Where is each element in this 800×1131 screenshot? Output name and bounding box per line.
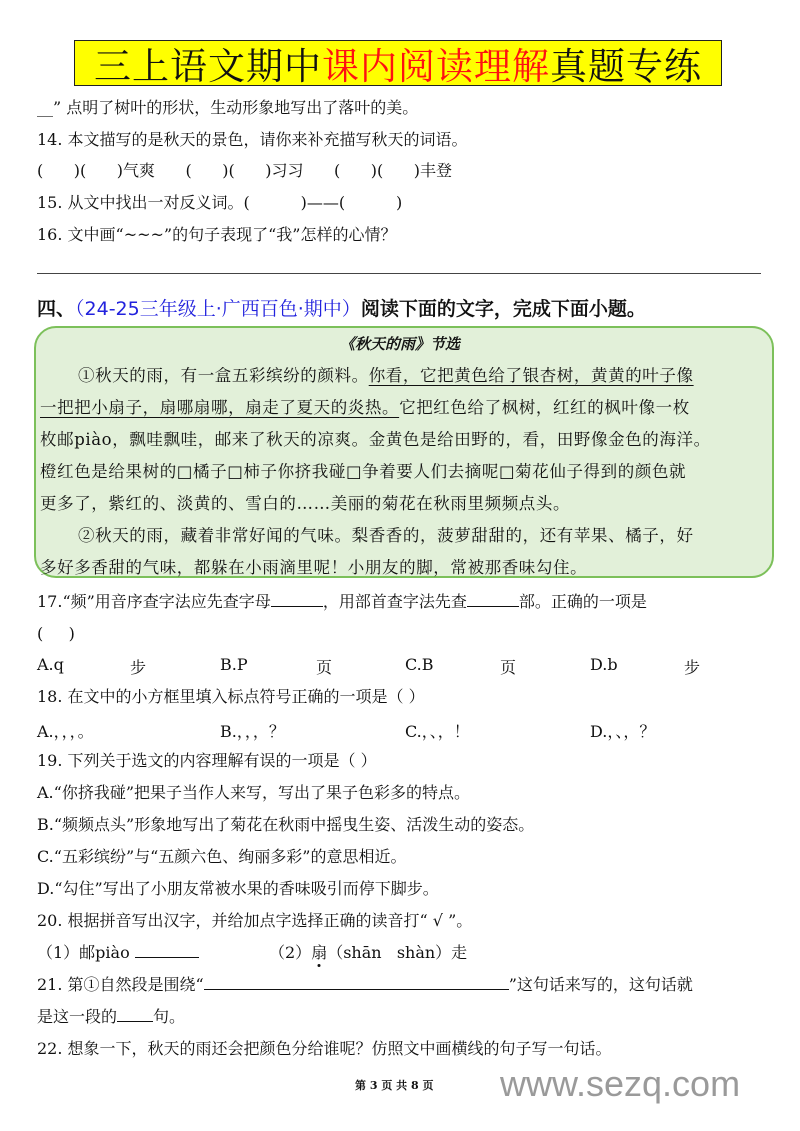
q17-option-d-value: 步 [684,658,701,677]
q21-part2: ”这句话来写的，这句话就 [508,975,693,994]
q14-stem: 14. 本文描写的是秋天的景色，请你来补充描写秋天的词语。 [37,130,468,149]
q19-option-d[interactable]: D.“勾住”写出了小朋友常被水果的香味吸引而停下脚步。 [37,879,439,898]
page-banner-title [74,40,722,86]
passage-line-5: 更多了，紫红的、淡黄的、雪白的……美丽的菊花在秋雨里频频点头。 [40,494,571,513]
section-number: 四、 [37,298,76,320]
section-source: （24-25三年级上·广西百色·期中） [75,298,361,320]
passage-line-6: ②秋天的雨，藏着非常好闻的气味。梨香香的，菠萝甜甜的，还有苹果、橘子，好 [78,526,694,545]
passage-title: 《秋天的雨》节选 [339,335,460,353]
q17-option-c-value: 页 [500,658,517,677]
q17-option-d[interactable] [590,655,618,674]
q17-part3: 部。正确的一项是 [518,592,647,611]
banner-part3: 真题专练 [550,45,702,88]
passage-line-4: 橙红色是给果树的□橘子□柿子你挤我碰□争着要人们去摘呢□菊花仙子得到的颜色就 [40,462,687,481]
q17-blank-letter[interactable] [271,592,323,607]
option-label: A.q [37,655,64,674]
page-number: 第 3 页 共 8 页 [355,1079,434,1092]
q18-option-b[interactable]: B.，，，？ [220,722,285,741]
q21-part1: 21. 第①自然段是围绕“ [37,975,204,994]
q18-option-c[interactable]: C.，、，！ [405,722,470,741]
q19-option-b[interactable]: B.“频频点头”形象地写出了菊花在秋雨中摇曳生姿、活泼生动的姿态。 [37,815,535,834]
q14-fill: ( )( )气爽 ( )( )习习 ( )( )丰登 [37,161,453,180]
option-label: C.B [405,655,434,674]
q19-option-c[interactable]: C.“五彩缤纷”与“五颜六色、绚丽多彩”的意思相近。 [37,847,407,866]
q17-answer-paren[interactable]: ( ) [37,624,75,643]
passage-line-7: 多好多香甜的气味，都躲在小雨滴里呢！小朋友的脚，常被那香味勾住。 [40,558,588,577]
q20-item2-choices[interactable]: （shān shàn）走 [327,943,468,962]
q20-stem: 20. 根据拼音写出汉字，并给加点字选择正确的读音打“ √ ”。 [37,911,473,930]
q15-stem: 15. 从文中找出一对反义词。( )——( ) [37,193,403,212]
q21-blank-sentence[interactable] [204,975,509,990]
passage-line-2 [40,398,690,418]
q21-line2 [37,1007,185,1027]
q17-blank-radical[interactable] [467,592,519,607]
q17-option-c[interactable] [405,655,434,674]
underlined-sentence: 一把把小扇子，扇哪扇哪，扇走了夏天的炎热。 [40,398,400,417]
option-label: B.P [220,655,248,674]
q17-part1: 17.“频”用音序查字法应先查字母 [37,592,271,611]
q20-dotted-char: 扇 [311,943,328,962]
passage-text: 它把红色给了枫树，红红的枫叶像一枚 [399,398,690,417]
banner-part2: 课内阅读理解 [322,45,550,88]
q17-option-b[interactable] [220,655,248,674]
passage-line-1 [78,366,694,386]
q20-blank-1[interactable] [135,943,199,958]
q17-part2: ，用部首查字法先查 [322,592,467,611]
q17-option-b-value: 页 [316,658,333,677]
q22-stem: 22. 想象一下，秋天的雨还会把颜色分给谁呢？仿照文中画横线的句子写一句话。 [37,1039,612,1058]
q18-stem: 18. 在文中的小方框里填入标点符号正确的一项是（ ） [37,687,425,706]
watermark: www.sezq.com [500,1063,741,1104]
q21-stem [37,975,693,995]
underlined-sentence: 你看，它把黄色给了银杏树，黄黄的叶子像 [368,366,694,385]
q17-option-a-value: 步 [130,658,147,677]
q18-option-a[interactable]: A.，，，。 [37,722,94,741]
banner-part1: 三上语文期中 [94,45,322,88]
q13-tail: __” 点明了树叶的形状，生动形象地写出了落叶的美。 [37,98,419,117]
divider [37,273,761,274]
q16-stem: 16. 文中画“~~~”的句子表现了“我”怎样的心情？ [37,225,397,244]
q20-item1: （1）邮piào [37,943,130,962]
passage-text: ①秋天的雨，有一盒五彩缤纷的颜料。 [78,366,369,385]
q18-option-d[interactable]: D.，、，？ [590,722,656,741]
q20-items [37,943,467,963]
q21-line2a: 是这一段的 [37,1007,118,1026]
q17-option-a[interactable] [37,655,64,674]
q17-stem [37,592,647,612]
section-4-heading [37,294,646,321]
q19-stem: 19. 下列关于选文的内容理解有误的一项是（ ） [37,751,377,770]
q20-item2-prefix: （2） [269,943,312,962]
option-label: D.b [590,655,618,674]
section-instruction: 阅读下面的文字，完成下面小题。 [360,298,646,320]
q21-line2b: 句。 [153,1007,186,1026]
passage-line-3: 枚邮piào，飘哇飘哇，邮来了秋天的凉爽。金黄色是给田野的，看，田野像金色的海洋。 [40,430,711,449]
q19-option-a[interactable]: A.“你挤我碰”把果子当作人来写，写出了果子色彩多的特点。 [37,783,471,802]
q21-blank-position[interactable] [117,1007,153,1022]
